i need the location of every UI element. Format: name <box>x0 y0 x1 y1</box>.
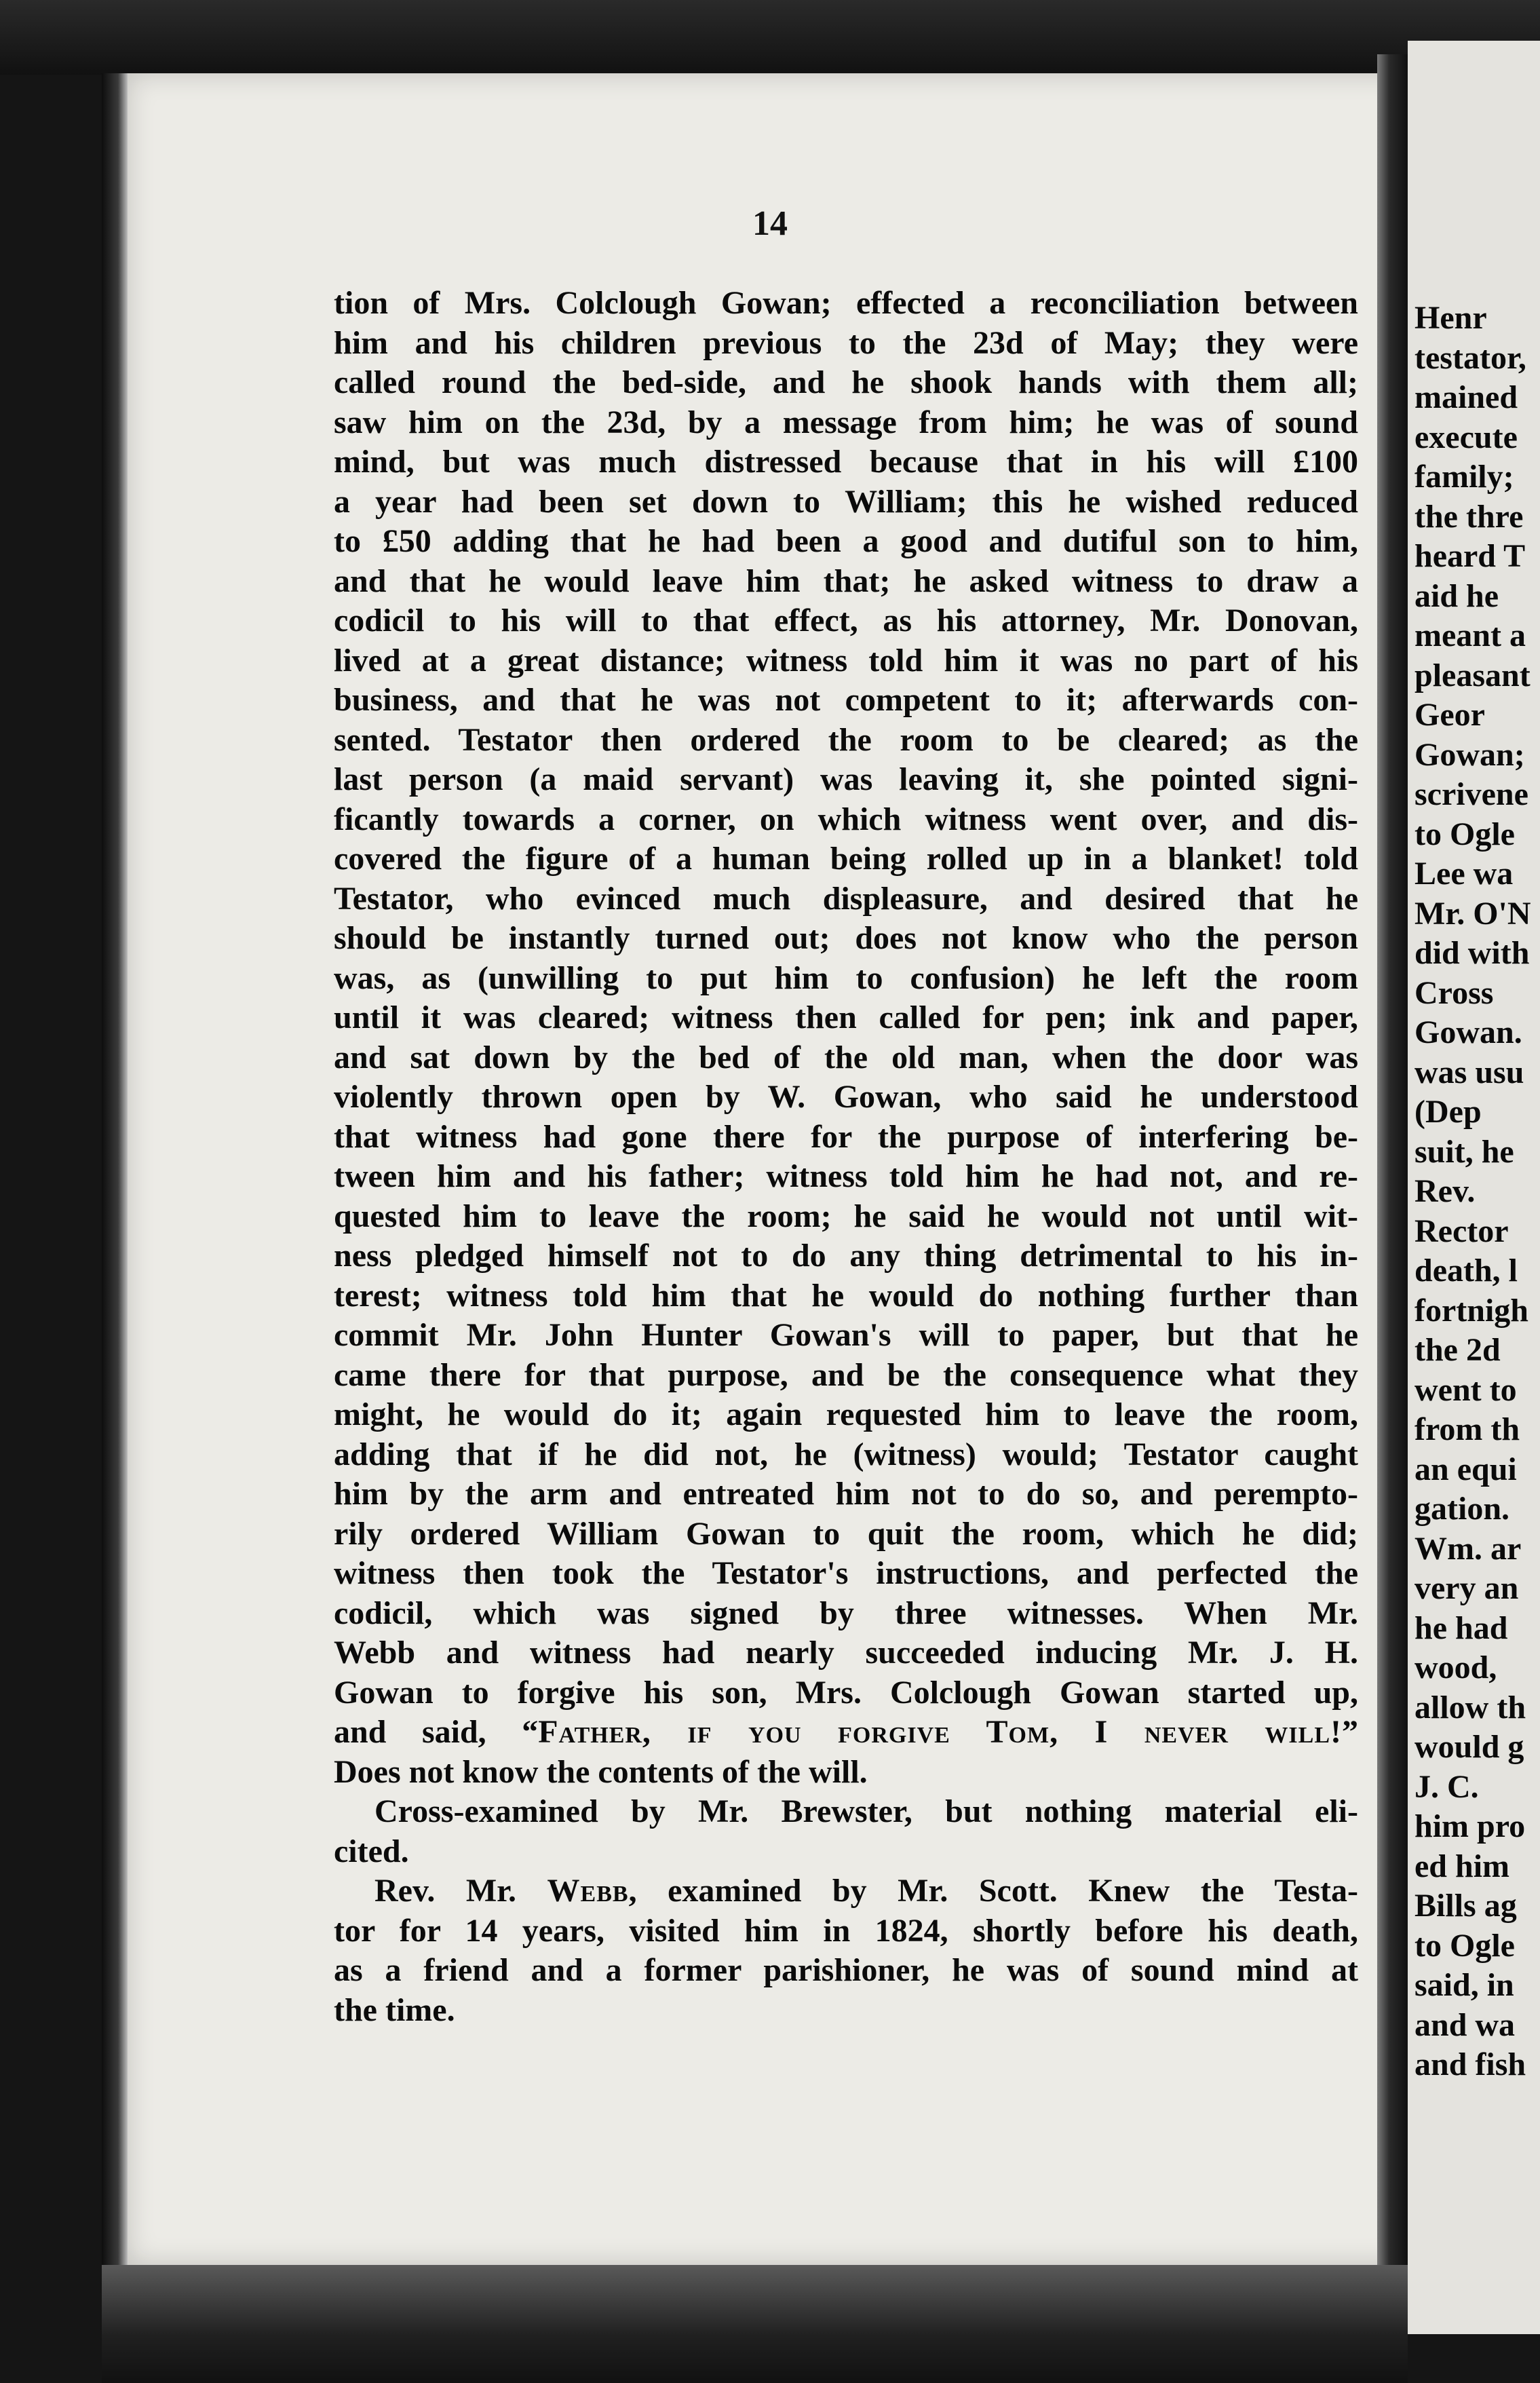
facing-page-fragment: death, l <box>1414 1253 1518 1289</box>
text-line: commit Mr. John Hunter Gowan's will to paper, but that he <box>334 1317 1358 1353</box>
facing-page-fragment: the thre <box>1414 498 1524 535</box>
facing-page-fragment: ed him <box>1414 1848 1510 1884</box>
facing-page-fragment: said, in <box>1414 1967 1514 2003</box>
text-line: violently thrown open by W. Gowan, who said he understood <box>334 1079 1358 1115</box>
text-line: quested him to leave the room; he said he would not until wit- <box>334 1198 1358 1234</box>
facing-page-fragment: from th <box>1414 1411 1520 1447</box>
quote-suffix: ” <box>1342 1714 1358 1750</box>
facing-page-fragment: and wa <box>1414 2006 1516 2043</box>
book-gutter <box>1377 54 1408 2314</box>
webb-lines <box>334 1911 1358 2031</box>
text-line: rily ordered William Gowan to quit the room, which he did; <box>334 1515 1358 1552</box>
facing-page-fragment: was usu <box>1414 1054 1524 1090</box>
facing-page-fragment: the 2d <box>1414 1332 1501 1368</box>
facing-page-fragment: Mr. O'N <box>1414 895 1531 932</box>
text-line: might, he would do it; again requested him to leave the room, <box>334 1396 1358 1432</box>
facing-page-fragment: Lee wa <box>1414 856 1514 892</box>
facing-page-fragment: did with <box>1414 935 1530 971</box>
text-line: cited. <box>334 1833 409 1869</box>
facing-page-fragment: J. C. <box>1414 1768 1479 1805</box>
facing-page <box>1408 41 1540 2334</box>
text-line: that witness had gone there for the purpose of interfering be- <box>334 1118 1358 1155</box>
text-line: codicil, which was signed by three witnesses. When Mr. <box>334 1595 1358 1631</box>
text-line: tor for 14 years, visited him in 1824, shortly before his death, <box>334 1912 1358 1949</box>
facing-page-fragment: would g <box>1414 1729 1524 1765</box>
text-line: ficantly towards a corner, on which witness went over, and dis- <box>334 801 1358 837</box>
facing-page-fragment: very an <box>1414 1570 1519 1606</box>
page-body <box>334 284 1358 2030</box>
webb-name: Webb <box>547 1873 629 1909</box>
webb-prefix: Rev. Mr. <box>374 1873 547 1909</box>
text-line: sented. Testator then ordered the room to be cleared; as the <box>334 721 1358 758</box>
facing-page-fragment: gation. <box>1414 1491 1510 1527</box>
text-line: ness pledged himself not to do any thing detrimental to his in- <box>334 1238 1358 1274</box>
text-line: Testator, who evinced much displeasure, and desired that he <box>334 880 1358 917</box>
quote-prefix: and said, “ <box>334 1714 539 1750</box>
text-line: and that he would leave him that; he asked witness to draw a <box>334 563 1358 599</box>
text-line: covered the figure of a human being rolled up in a blanket! told <box>334 841 1358 877</box>
facing-page-fragment: Rector <box>1414 1213 1509 1249</box>
quote-text: Father, if you forgive Tom, I never will! <box>538 1714 1342 1750</box>
facing-page-fragment: (Dep <box>1414 1094 1482 1130</box>
text-line: him by the arm and entreated him not to do so, and peremptо- <box>334 1476 1358 1512</box>
text-line: tion of Mrs. Colclough Gowan; effected a reconciliation between <box>334 285 1358 321</box>
quote-line <box>334 1713 1358 1753</box>
text-line: came there for that purpose, and be the consequence what they <box>334 1356 1358 1393</box>
text-line: him and his children previous to the 23d of May; they were <box>334 324 1358 361</box>
page-left-edge <box>102 73 129 2265</box>
text-line: a year had been set down to William; this he wished reduced <box>334 483 1358 520</box>
facing-page-fragment: Henr <box>1414 300 1487 336</box>
text-line: as a friend and a former parishioner, he was of sound mind at <box>334 1952 1358 1988</box>
text-line: last person (a maid servant) was leaving it, she pointed signi- <box>334 761 1358 797</box>
facing-page-fragment: mained <box>1414 379 1518 415</box>
facing-page-fragment: Cross <box>1414 974 1494 1011</box>
facing-page-fragment: to Ogle <box>1414 1927 1515 1964</box>
facing-page-fragment: Bills ag <box>1414 1888 1517 1924</box>
facing-page-fragment: fortnigh <box>1414 1292 1528 1329</box>
text-line: lived at a great distance; witness told him it was no part of his <box>334 642 1358 679</box>
facing-page-fragment: Gowan. <box>1414 1014 1522 1050</box>
text-line: and sat down by the bed of the old man, when the door was <box>334 1039 1358 1075</box>
text-line: Webb and witness had nearly succeeded inducing Mr. J. H. <box>334 1635 1358 1671</box>
text-line: witness then took the Testator's instructions, and perfected the <box>334 1555 1358 1591</box>
facing-page-fragment: scrivene <box>1414 776 1528 812</box>
body-lines <box>334 284 1358 1713</box>
scan-bottom-edge <box>102 2265 1408 2383</box>
text-line: should be instantly turned out; does not know who the person <box>334 920 1358 956</box>
facing-page-fragment: Gowan; <box>1414 736 1525 773</box>
facing-page-fragment: Wm. ar <box>1414 1530 1522 1567</box>
facing-page-fragment: suit, he <box>1414 1133 1514 1170</box>
facing-page-fragment: him pro <box>1414 1808 1526 1844</box>
text-line: codicil to his will to that effect, as his attorney, Mr. Donovan, <box>334 603 1358 638</box>
text-line: tween him and his father; witness told him he had not, and re- <box>334 1158 1358 1194</box>
facing-page-fragment: family; <box>1414 459 1514 495</box>
text-line: Does not know the contents of the will. <box>334 1753 868 1790</box>
facing-page-fragment: and fish <box>1414 2046 1526 2082</box>
facing-page-fragment: he had <box>1414 1609 1508 1646</box>
facing-page-fragment: aid he <box>1414 577 1499 614</box>
cross-exam-line: Cross-examined by Mr. Brewster, but nothing material eli- <box>374 1793 1358 1829</box>
facing-page-fragment: wood, <box>1414 1650 1497 1685</box>
webb-heading-line <box>334 1871 1358 1911</box>
page-number: 14 <box>752 204 788 243</box>
text-line: business, and that he was not competent to it; afterwards con- <box>334 682 1358 718</box>
facing-page-fragment: to Ogle <box>1414 816 1515 852</box>
facing-page-fragment: testator, <box>1414 339 1526 376</box>
text-line: was, as (unwilling to put him to confusion) he left the room <box>334 959 1358 996</box>
text-line: called round the bed-side, and he shook hands with them all; <box>334 364 1358 400</box>
facing-page-fragment: an equi <box>1414 1451 1517 1487</box>
webb-rest: , examined by Mr. Scott. Knew the Testa- <box>628 1873 1358 1909</box>
facing-page-fragment: Geor <box>1414 697 1485 733</box>
text-line: Gowan to forgive his son, Mrs. Colclough Gowan started up, <box>334 1674 1358 1711</box>
text-line: to £50 adding that he had been a good and dutiful son to him, <box>334 523 1358 559</box>
text-line: mind, but was much distressed because that in his will £100 <box>334 444 1358 480</box>
facing-page-fragment: meant a <box>1414 617 1526 653</box>
text-line: until it was cleared; witness then called for pen; ink and paper, <box>334 999 1358 1035</box>
facing-page-fragment: Rev. <box>1414 1173 1476 1209</box>
facing-page-fragment: heard T <box>1414 538 1526 574</box>
facing-page-fragment: allow th <box>1414 1689 1526 1726</box>
text-line: terest; witness told him that he would do nothing further than <box>334 1277 1358 1314</box>
scan-top-edge <box>0 0 1540 75</box>
text-line: saw him on the 23d, by a message from him; he was of sound <box>334 404 1358 440</box>
facing-page-text <box>1414 299 1540 2085</box>
facing-page-fragment: went to <box>1414 1371 1517 1408</box>
facing-page-fragment: pleasant <box>1414 657 1531 693</box>
text-line: the time. <box>334 1991 455 2028</box>
facing-page-fragment: execute <box>1414 419 1518 455</box>
text-line: adding that if he did not, he (witness) would; Testator caught <box>334 1436 1358 1472</box>
